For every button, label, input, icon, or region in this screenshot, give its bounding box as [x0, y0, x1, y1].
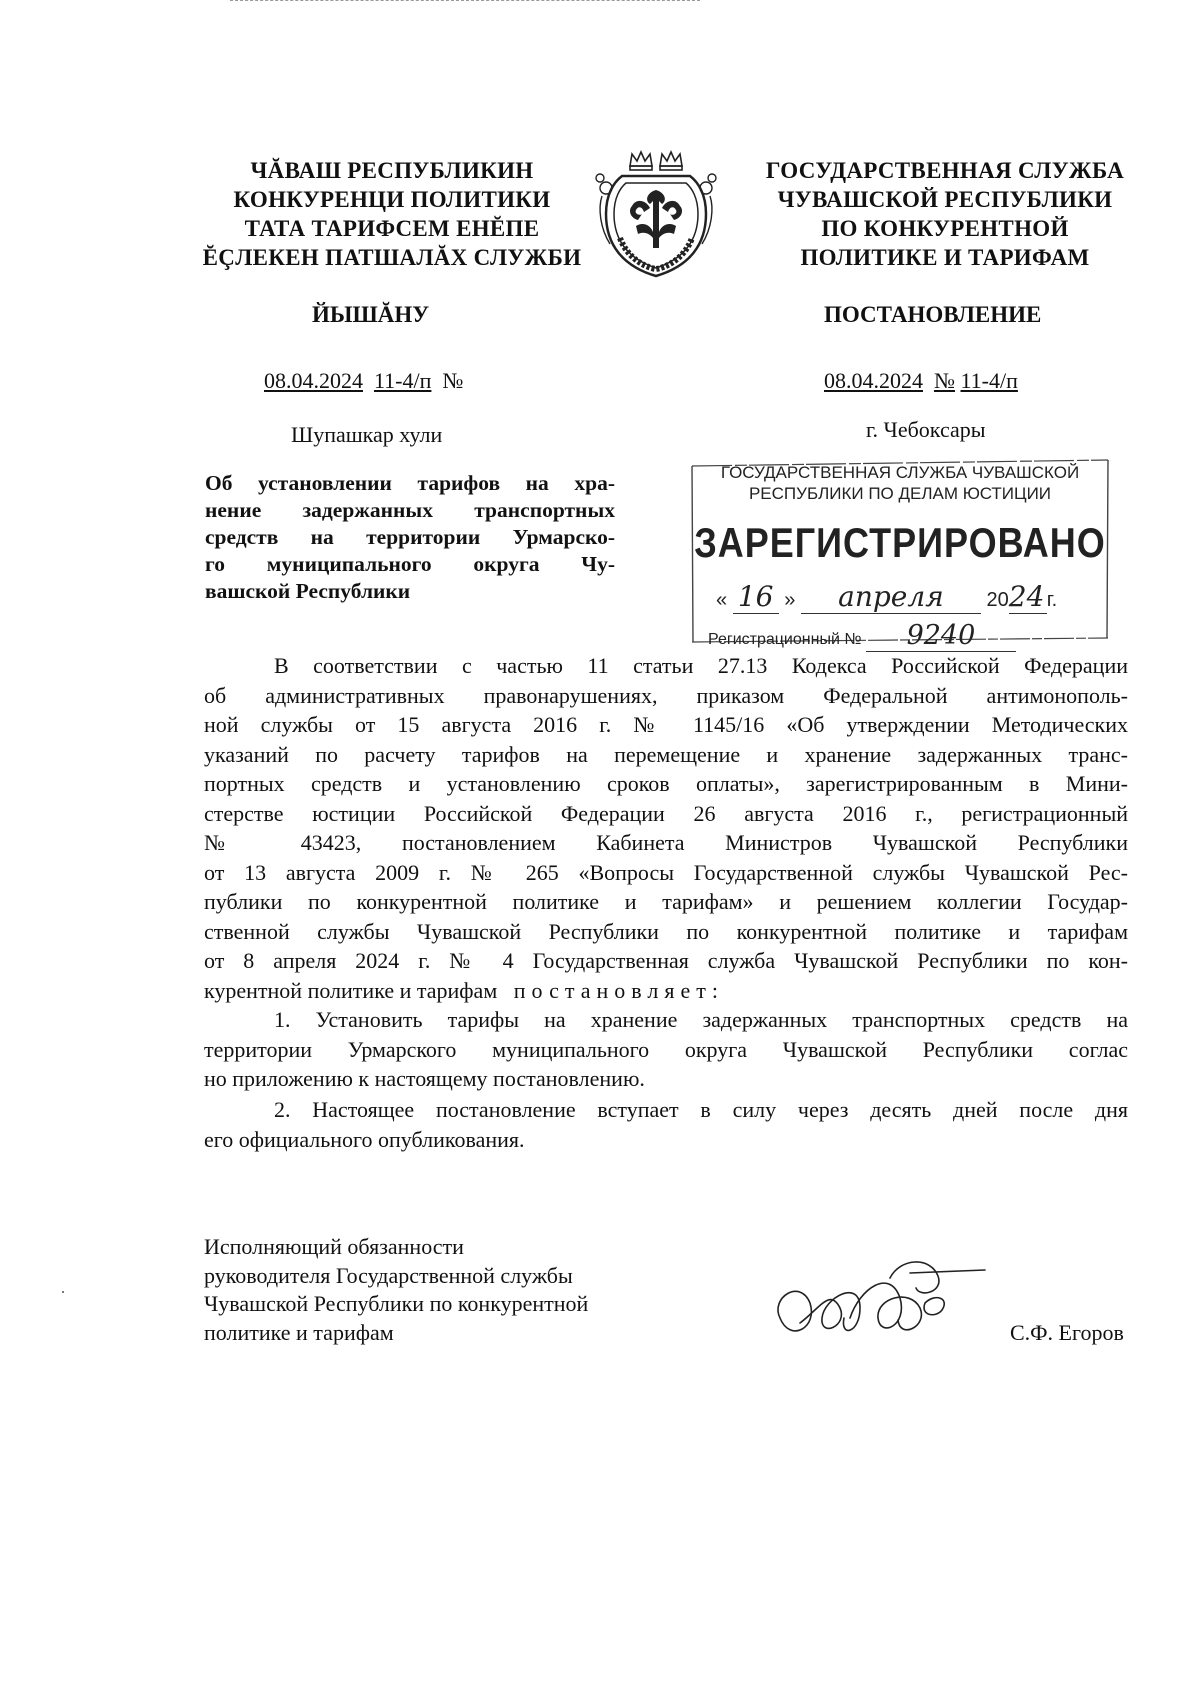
body-line: № 43423, постановлением Кабинета Министров Чувашской Республики	[204, 830, 1128, 855]
body-line: 2. Настоящее постановление вступает в силу через десять дней после дня	[274, 1097, 1128, 1122]
signer-name: С.Ф. Егоров	[1010, 1320, 1124, 1345]
header-left-line: ЧĂВАШ РЕСПУБЛИКИН	[250, 158, 534, 183]
stamp-status: ЗАРЕГИСТРИРОВАНО	[694, 518, 1106, 566]
stamp-reg	[708, 620, 1016, 652]
doc-number-russian	[824, 368, 1018, 394]
body-line: от 8 апреля 2024 г. № 4 Государственная служба Чувашской Республики по кон-	[204, 948, 1128, 973]
stamp-year: 24	[1009, 580, 1047, 614]
body-line: об административных правонарушениях, приказом Федеральной антимонополь-	[204, 682, 1128, 708]
body-line: но приложению к настоящему постановлению.	[204, 1066, 645, 1091]
header-left-org	[192, 156, 592, 272]
header-right-org	[740, 156, 1150, 272]
chuvashia-coat-of-arms-icon	[592, 148, 720, 282]
signer-line: руководителя Государственной службы	[204, 1262, 573, 1288]
signer-line: Чувашской Республики по конкурентной	[204, 1291, 589, 1316]
stamp-authority-line: ГОСУДАРСТВЕННАЯ СЛУЖБА ЧУВАШСКОЙ	[720, 463, 1080, 482]
header-right-line: ЧУВАШСКОЙ РЕСПУБЛИКИ	[777, 187, 1113, 212]
body-line: территории Урмарского муниципального округа Чувашской Республики соглас	[204, 1036, 1128, 1062]
title-line: нение задержанных транспортных	[205, 498, 615, 522]
header-right-line: ГОСУДАРСТВЕННАЯ СЛУЖБА	[765, 158, 1125, 183]
body-line: его официального опубликования.	[204, 1126, 525, 1152]
doc-type-chuvash: ЙЫШĂНУ	[312, 302, 430, 327]
doc-number: 11-4/п	[374, 368, 432, 393]
header-right-line: ПО КОНКУРЕНТНОЙ	[821, 216, 1069, 241]
header-left-line: КОНКУРЕНЦИ ПОЛИТИКИ	[233, 187, 551, 212]
preamble-paragraph	[204, 651, 1128, 1005]
registration-stamp	[690, 458, 1110, 651]
body-line: ственной службы Чувашской Республики по конкурентной политике и тарифам	[204, 918, 1128, 944]
title-line: го муниципального округа Чу-	[205, 552, 615, 576]
signer-position	[204, 1233, 724, 1347]
signer-line: Исполняющий обязанности	[204, 1234, 464, 1259]
preamble-end: курентной политике и тарифам	[204, 977, 498, 1003]
open-quote: «	[716, 589, 728, 611]
body-line: 1. Установить тарифы на хранение задержанных транспортных средств на	[274, 1007, 1128, 1032]
doc-date: 08.04.2024	[264, 368, 363, 393]
title-line: вашской Республики	[205, 579, 411, 603]
stamp-day: 16	[733, 580, 779, 614]
body-line: портных средств и установлению сроков оплаты», зарегистрированным в Мини-	[204, 771, 1128, 796]
doc-number-chuvash	[264, 368, 463, 394]
stamp-authority-line: РЕСПУБЛИКИ ПО ДЕЛАМ ЮСТИЦИИ	[748, 484, 1052, 503]
header-left-line: ĔÇЛЕКЕН ПАТШАЛĂХ СЛУЖБИ	[202, 245, 582, 270]
body-line: от 13 августа 2009 г. № 265 «Вопросы Государственной службы Чувашской Рес-	[204, 859, 1128, 885]
doc-type-russian: ПОСТАНОВЛЕНИЕ	[824, 302, 1042, 327]
body-line-last	[204, 976, 1128, 1006]
body-line: стерстве юстиции Российской Федерации 26 августа 2016 г., регистрационный	[204, 800, 1128, 826]
body-line: ной службы от 15 августа 2016 г. № 1145/16 «Об утверждении Методических	[204, 712, 1128, 737]
header-left-line: ТАТА ТАРИФСЕМ ЕНĔПЕ	[244, 216, 540, 241]
doc-number: 11-4/п	[960, 368, 1018, 393]
handwritten-signature	[760, 1248, 1000, 1358]
item-1	[204, 1005, 1128, 1094]
doc-date: 08.04.2024	[824, 368, 923, 393]
stamp-date	[716, 580, 1057, 614]
stamp-reg-number: 9240	[866, 620, 1016, 652]
stamp-authority	[690, 462, 1110, 504]
document-title	[205, 470, 615, 605]
header-right-line: ПОЛИТИКЕ И ТАРИФАМ	[800, 245, 1090, 270]
title-line: средств на территории Урмарско-	[205, 525, 615, 549]
body-line: В соответствии с частью 11 статьи 27.13 Кодекса Российской Федерации	[274, 653, 1128, 678]
stamp-year-unit: г.	[1046, 589, 1058, 611]
stamp-month: апреля	[801, 580, 981, 614]
city-chuvash: Шупашкар хули	[291, 422, 443, 447]
stamp-reg-label: Регистрационный №	[708, 631, 862, 648]
stamp-year-prefix: 20	[986, 589, 1009, 611]
scan-edge-mark	[230, 0, 700, 3]
city-russian: г. Чебоксары	[866, 417, 986, 442]
body-line: публики по конкурентной политике и тарифам» и решением коллегии Государ-	[204, 889, 1128, 914]
close-quote: »	[784, 589, 796, 611]
number-sign: №	[442, 368, 464, 393]
item-2	[204, 1095, 1128, 1154]
number-sign: №	[934, 368, 955, 393]
margin-mark	[62, 1291, 64, 1293]
signer-line: политике и тарифам	[204, 1319, 394, 1345]
body-line: указаний по расчету тарифов на перемещение и хранение задержанных транс-	[204, 741, 1128, 767]
title-line: Об установлении тарифов на хра-	[205, 471, 615, 495]
resolves-word: постановляет:	[513, 977, 724, 1003]
